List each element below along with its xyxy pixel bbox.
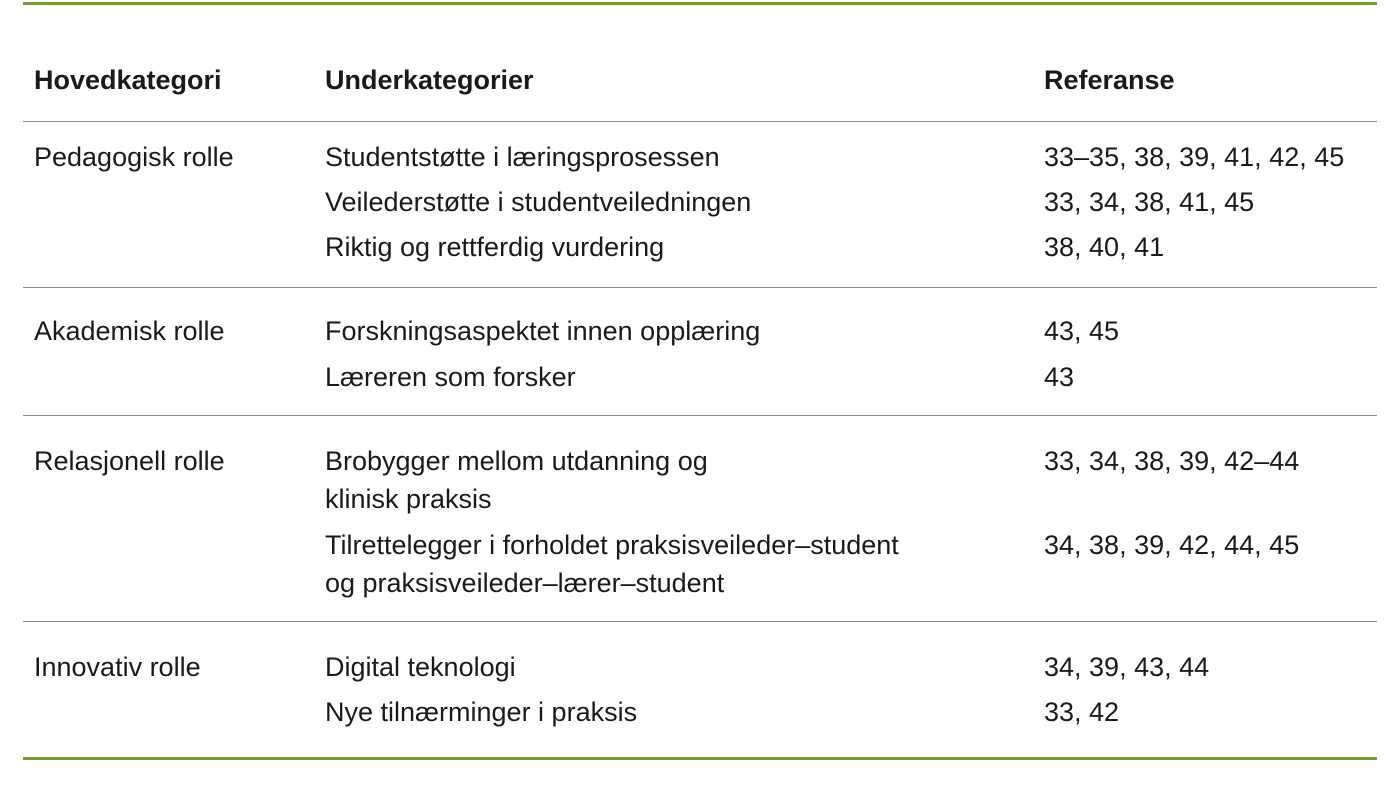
group-relational-sub-1-line-1: Brobygger mellom utdanning og [325,446,708,476]
group-innovative-ref-2: 33, 42 [1044,697,1120,727]
group-academic-ref-1: 43, 45 [1044,316,1120,346]
group-relational-ref-2: 34, 38, 39, 42, 44, 45 [1044,530,1300,560]
group-relational-sub-2-line-2: og praksisveileder–lærer–student [325,568,725,598]
group-relational-ref-1: 33, 34, 38, 39, 42–44 [1044,446,1300,476]
table-top-rule [23,2,1377,5]
group-pedagogical-sub-3: Riktig og rettferdig vurdering [325,232,665,262]
group-relational-sub-2-line-1: Tilrettelegger i forholdet praksisveileder–student [325,530,899,560]
group-divider [23,621,1377,622]
header-subcategories: Underkategorier [325,65,534,95]
table-bottom-rule [23,757,1377,760]
group-academic-sub-1: Forskningsaspektet innen opplæring [325,316,761,346]
group-relational-main: Relasjonell rolle [34,446,225,476]
header-reference: Referanse [1044,65,1175,95]
group-pedagogical-sub-1: Studentstøtte i læringsprosessen [325,142,720,172]
group-academic-sub-2: Læreren som forsker [325,362,576,392]
group-pedagogical-sub-2: Veilederstøtte i studentveiledningen [325,187,752,217]
group-innovative-main: Innovativ rolle [34,652,201,682]
group-innovative-sub-1: Digital teknologi [325,652,516,682]
group-divider [23,287,1377,288]
group-pedagogical-ref-1: 33–35, 38, 39, 41, 42, 45 [1044,142,1345,172]
header-divider [23,121,1377,122]
header-main-category: Hovedkategori [34,65,222,95]
group-relational-sub-1-line-2: klinisk praksis [325,484,492,514]
group-academic-ref-2: 43 [1044,362,1075,392]
group-divider [23,415,1377,416]
group-pedagogical-ref-2: 33, 34, 38, 41, 45 [1044,187,1255,217]
group-innovative-sub-2: Nye tilnærminger i praksis [325,697,638,727]
group-pedagogical-main: Pedagogisk rolle [34,142,234,172]
group-academic-main: Akademisk rolle [34,316,225,346]
group-innovative-ref-1: 34, 39, 43, 44 [1044,652,1210,682]
group-pedagogical-ref-3: 38, 40, 41 [1044,232,1165,262]
